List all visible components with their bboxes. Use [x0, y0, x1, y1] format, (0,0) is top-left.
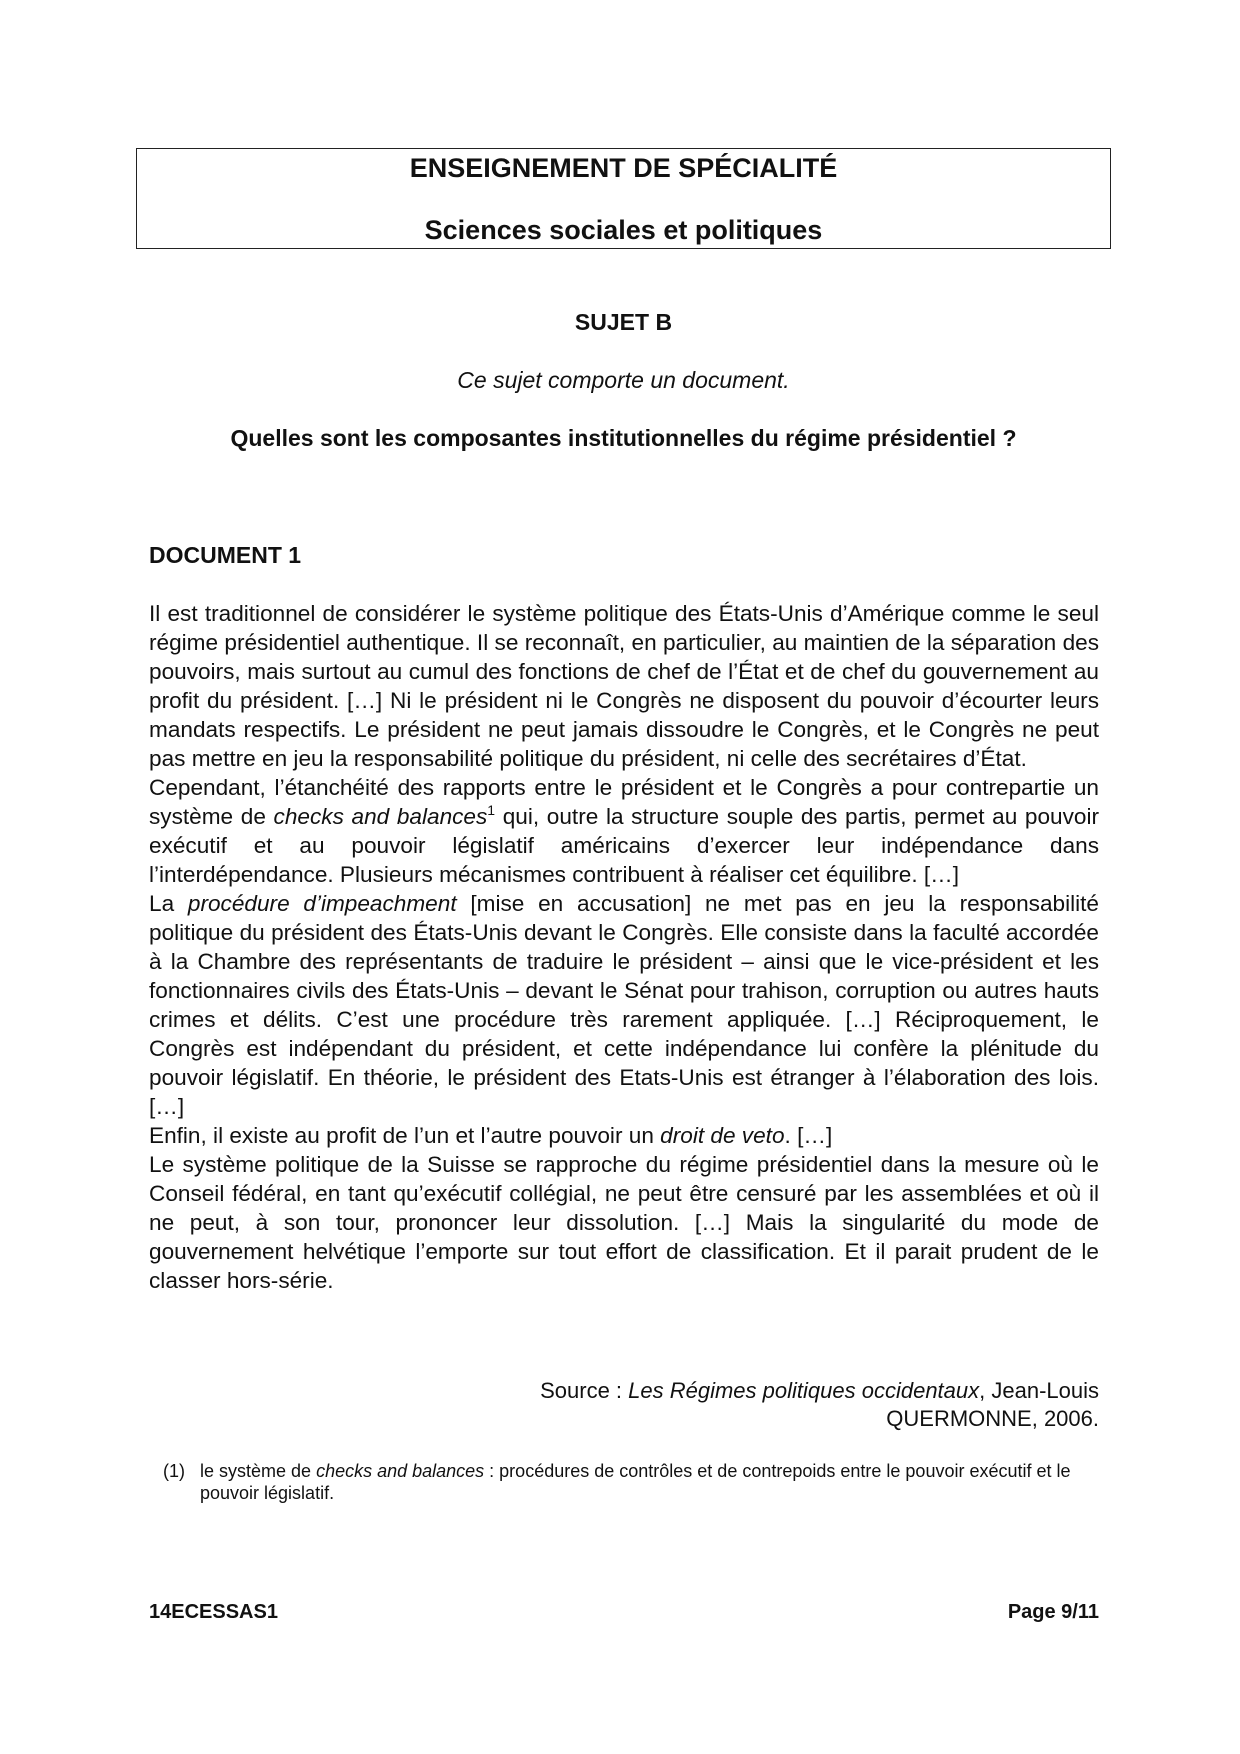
- subject-question: Quelles sont les composantes institutionnelles du régime présidentiel ?: [230, 425, 1017, 451]
- document-title: DOCUMENT 1: [149, 542, 302, 568]
- footnote-number: (1): [163, 1461, 185, 1481]
- footnote: [163, 1460, 1099, 1504]
- subject-intro: Ce sujet comporte un document.: [457, 367, 790, 393]
- paragraph-3-text-b: [mise en accusation] ne met pas en jeu la responsabilité politique du président des États-Unis devant le Congrès. Elle consiste dans la faculté accordée à la Chambre des représentants de traduire le président – ainsi que le vice-président et les fonctionnaires civils des États-Unis – devant le Sénat pour trahison, corruption ou autres hauts crimes et délits. C’est une procédure très rarement appliquée. […] Réciproquement, le Congrès est indépendant du président, et cette indépendance lui confère la plénitude du pouvoir législatif. En théorie, le président des Etats-Unis est étranger à l’élaboration des lois. […]: [149, 891, 1099, 1119]
- paragraph-3-text-a: La: [149, 891, 188, 916]
- footnote-prefix: le système de: [200, 1461, 317, 1481]
- paragraph-4: [149, 1121, 1099, 1150]
- paragraph-4-text-a: Enfin, il existe au profit de l’un et l’autre pouvoir un: [149, 1123, 661, 1148]
- footnote-term: checks and balances: [316, 1461, 485, 1481]
- source-citation: [149, 1377, 1099, 1433]
- paragraph-2: [149, 773, 1099, 889]
- paragraph-3: [149, 889, 1099, 1121]
- veto-term: droit de veto: [660, 1123, 785, 1148]
- paragraph-2-text-b: qui, outre la structure souple des partis, permet au pouvoir exécutif et au pouvoir législatif américains d’exercer leur indépendance dans l’interdépendance. Plusieurs mécanismes contribuent à réaliser cet équilibre. […]: [149, 804, 1100, 887]
- header-box: [136, 148, 1111, 249]
- header-title: ENSEIGNEMENT DE SPÉCIALITÉ: [409, 153, 838, 183]
- subject-label: SUJET B: [574, 309, 673, 335]
- footnote-reference: 1: [487, 802, 496, 818]
- footer-code: 14ECESSAS1: [149, 1601, 278, 1623]
- source-author-part1: , Jean-Louis: [979, 1378, 1099, 1403]
- paragraph-1: Il est traditionnel de considérer le système politique des États-Unis d’Amérique comme le seul régime présidentiel authentique. Il se reconnaît, en particulier, au maintien de la séparation des pouvoirs, mais surtout au cumul des fonctions de chef de l’État et de chef du gouvernement au profit du président. […] Ni le président ni le Congrès ne disposent du pouvoir d’écourter leurs mandats respectifs. Le président ne peut jamais dissoudre le Congrès, et le Congrès ne peut pas mettre en jeu la responsabilité politique du président, ni celle des secrétaires d’État.: [149, 601, 1099, 771]
- paragraph-4-text-b: . […]: [784, 1123, 833, 1148]
- footnote-text: [200, 1460, 1099, 1504]
- impeachment-term: procédure d’impeachment: [187, 891, 457, 916]
- checks-and-balances-term: checks and balances: [273, 804, 488, 829]
- paragraph-2-text-a: Cependant, l’étanchéité des rapports entre le président et le Congrès a pour contrepartie un système de: [149, 775, 1099, 829]
- source-prefix: Source :: [540, 1378, 629, 1403]
- header-subtitle: Sciences sociales et politiques: [424, 215, 823, 245]
- footnote-definition: : procédures de contrôles et de contrepoids entre le pouvoir exécutif et le pouvoir législatif.: [200, 1461, 1071, 1503]
- page-number: Page 9/11: [1007, 1601, 1099, 1623]
- document-body: [149, 599, 1099, 1295]
- paragraph-5: Le système politique de la Suisse se rapproche du régime présidentiel dans la mesure où le Conseil fédéral, en tant qu’exécutif collégial, ne peut être censuré par les assemblées et où il ne peut, à son tour, prononcer leur dissolution. […] Mais la singularité du mode de gouvernement helvétique l’emporte sur tout effort de classification. Et il parait prudent de le classer hors-série.: [149, 1152, 1099, 1293]
- source-author-part2: QUERMONNE, 2006.: [886, 1406, 1099, 1431]
- source-title: Les Régimes politiques occidentaux: [628, 1378, 980, 1403]
